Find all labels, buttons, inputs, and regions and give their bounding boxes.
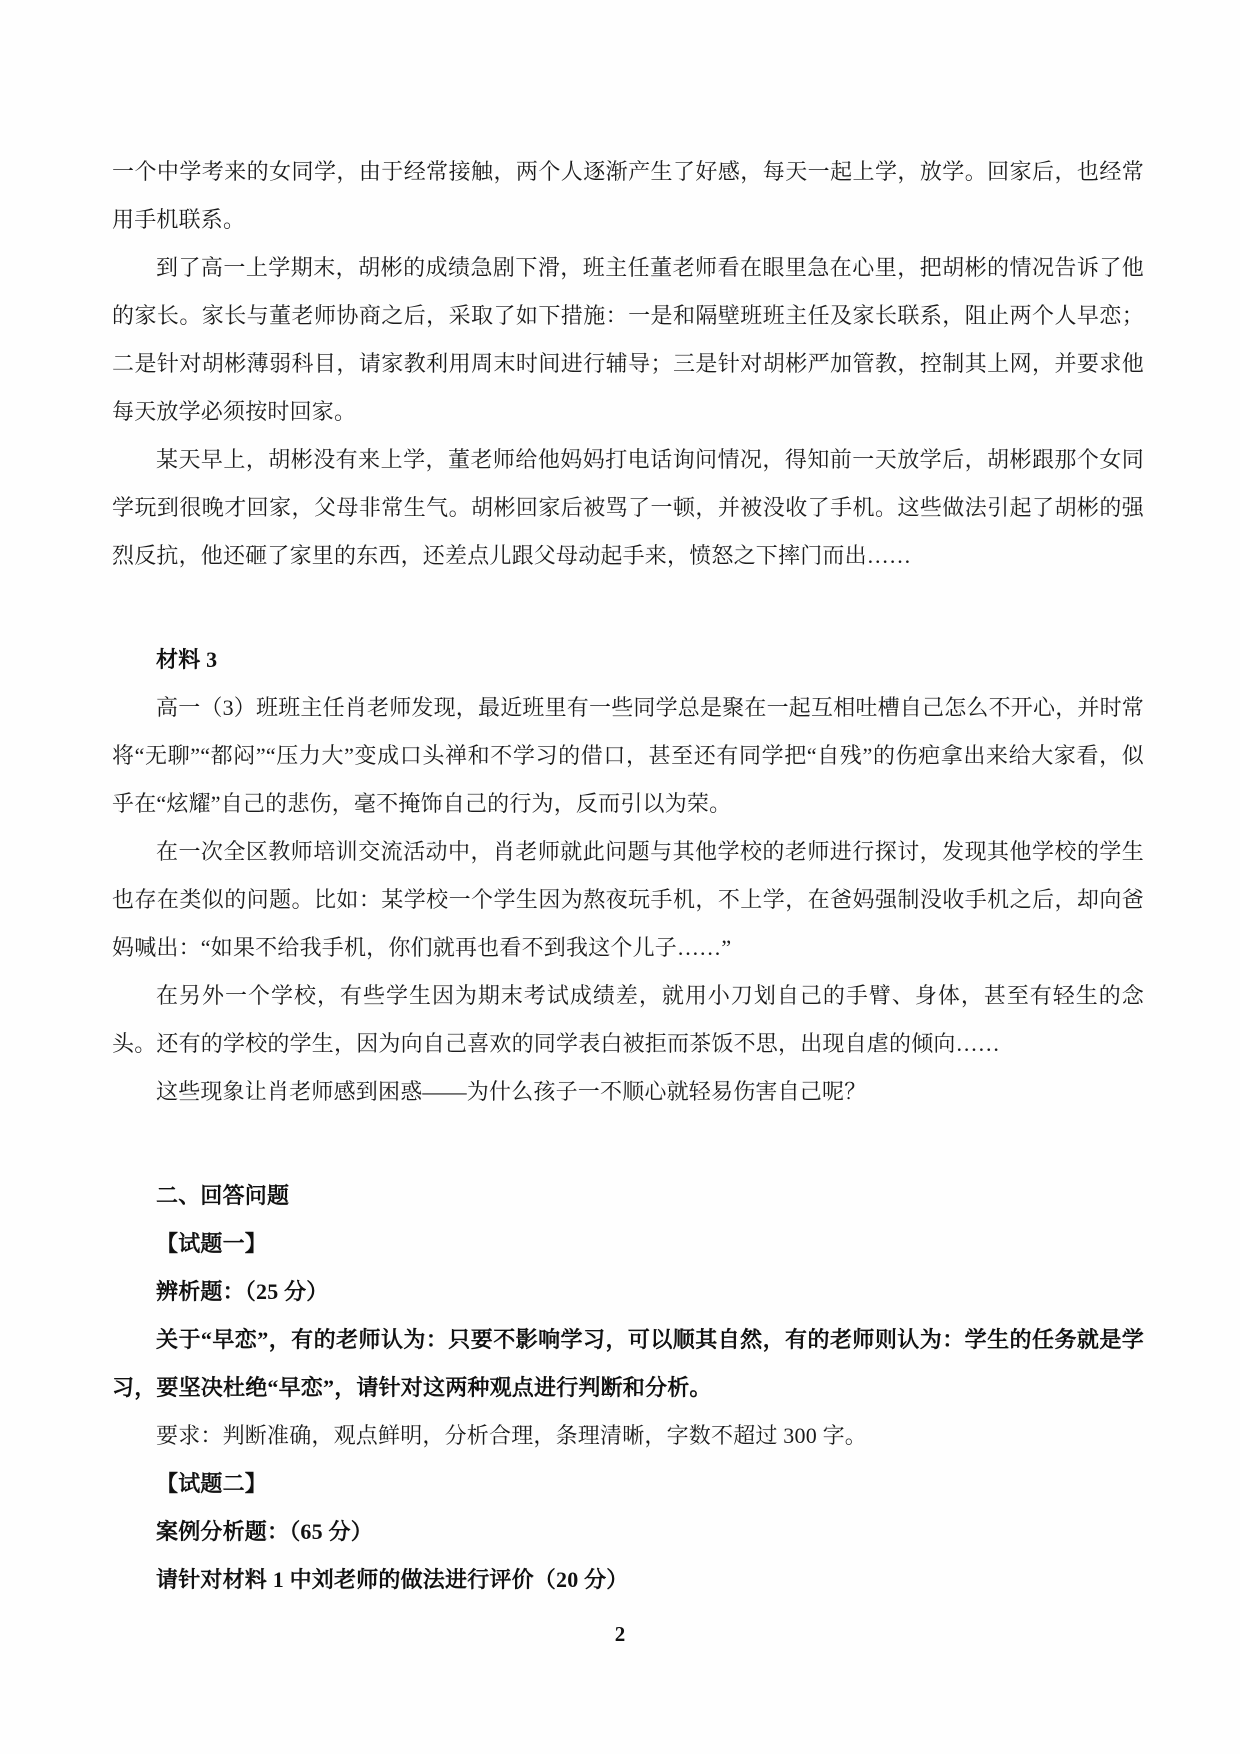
heading-analysis-question-25pts: 辨析题：（25 分） (156, 1279, 329, 1304)
paragraph-girl-classmate-continuation: 一个中学考来的女同学，由于经常接触，两个人逐渐产生了好感，每天一起上学，放学。回家后，也经常用手机联系。 (112, 159, 1144, 232)
heading-question-two: 【试题二】 (156, 1471, 268, 1496)
paragraph-teacher-exchange: 在一次全区教师培训交流活动中，肖老师就此问题与其他学校的老师进行探讨，发现其他学校的学生也存在类似的问题。比如：某学校一个学生因为熬夜玩手机，不上学，在爸妈强制没收手机之后，却向爸妈喊出：“如果不给我手机，你们就再也看不到我这个儿子……” (112, 839, 1144, 960)
paragraph-hubin-conflict: 某天早上，胡彬没有来上学，董老师给他妈妈打电话询问情况，得知前一天放学后，胡彬跟那个女同学玩到很晚才回家，父母非常生气。胡彬回家后被骂了一顿，并被没收了手机。这些做法引起了胡彬的强烈反抗，他还砸了家里的东西，还差点儿跟父母动起手来，愤怒之下摔门而出…… (112, 447, 1144, 568)
paragraph-question-one-requirements: 要求：判断准确，观点鲜明，分析合理，条理清晰，字数不超过 300 字。 (156, 1423, 868, 1448)
paragraph-self-harm-cases: 在另外一个学校，有些学生因为期末考试成绩差，就用小刀划自己的手臂、身体，甚至有轻生的念头。还有的学校的学生，因为向自己喜欢的同学表白被拒而茶饭不思，出现自虐的倾向…… (112, 983, 1144, 1056)
paragraph-hubin-measures: 到了高一上学期末，胡彬的成绩急剧下滑，班主任董老师看在眼里急在心里，把胡彬的情况告诉了他的家长。家长与董老师协商之后，采取了如下措施：一是和隔壁班班主任及家长联系，阻止两个人早恋；二是针对胡彬薄弱科目，请家教利用周末时间进行辅导；三是针对胡彬严加管教，控制其上网，并要求他每天放学必须按时回家。 (112, 255, 1144, 424)
heading-material-3: 材料 3 (156, 647, 218, 672)
paragraph-xiao-teacher-confusion: 这些现象让肖老师感到困惑——为什么孩子一不顺心就轻易伤害自己呢？ (156, 1079, 867, 1104)
paragraph-class3-complaints: 高一（3）班班主任肖老师发现，最近班里有一些同学总是聚在一起互相吐槽自己怎么不开心，并时常将“无聊”“都闷”“压力大”变成口头禅和不学习的借口，甚至还有同学把“自残”的伤疤拿出来给大家看，似乎在“炫耀”自己的悲伤，毫不掩饰自己的行为，反而引以为荣。 (112, 695, 1145, 816)
heading-section-two-answer-questions: 二、回答问题 (156, 1183, 290, 1208)
paragraph-question-one-prompt: 关于“早恋”，有的老师认为：只要不影响学习，可以顺其自然，有的老师则认为：学生的任务就是学习，要坚决杜绝“早恋”，请针对这两种观点进行判断和分析。 (112, 1327, 1144, 1400)
heading-case-analysis-65pts: 案例分析题：（65 分） (156, 1519, 373, 1544)
page-content (112, 148, 1144, 1604)
heading-evaluate-teacher-liu-20pts: 请针对材料 1 中刘老师的做法进行评价（20 分） (156, 1567, 629, 1592)
section-gap (112, 1116, 1144, 1172)
section-gap (112, 580, 1144, 636)
page-number: 2 (614, 1622, 626, 1646)
heading-question-one: 【试题一】 (156, 1231, 268, 1256)
